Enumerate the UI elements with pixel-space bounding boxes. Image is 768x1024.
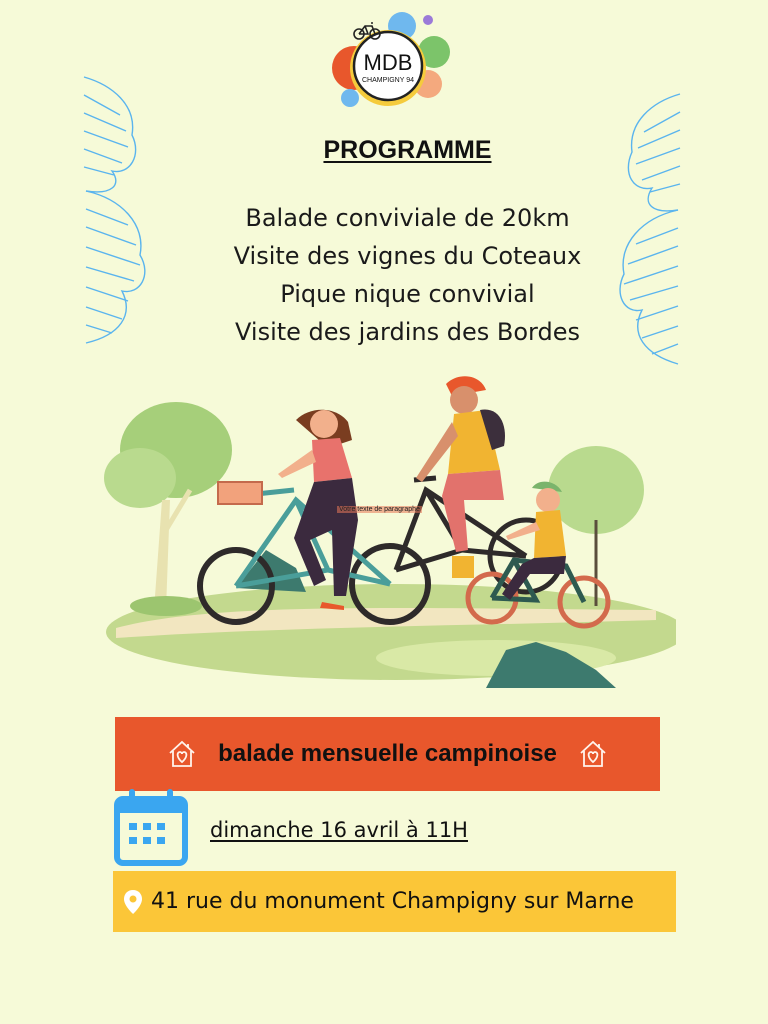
mdb-logo — [330, 12, 450, 112]
illustration-caption: Votre texte de paragraphe — [339, 506, 420, 513]
programme-item: Balade conviviale de 20km — [245, 204, 570, 232]
event-banner — [115, 717, 660, 791]
house-heart-icon — [166, 738, 198, 770]
house-heart-icon — [577, 738, 609, 770]
family-cycling-illustration — [96, 370, 676, 700]
calendar-icon — [113, 787, 189, 867]
address-bar — [113, 871, 676, 932]
programme-title — [0, 136, 768, 165]
programme-item: Pique nique convivial — [280, 280, 535, 308]
programme-item: Visite des vignes du Coteaux — [233, 242, 582, 270]
programme-title-text: PROGRAMME — [323, 136, 492, 164]
logo-subtext: CHAMPIGNY 94 — [362, 77, 414, 84]
location-pin-icon — [123, 889, 143, 915]
programme-item: Visite des jardins des Bordes — [235, 318, 580, 346]
programme-list — [0, 199, 768, 351]
address-text: 41 rue du monument Champigny sur Marne — [151, 889, 634, 914]
banner-label: balade mensuelle campinoise — [218, 740, 557, 767]
logo-text: MDB — [363, 50, 413, 75]
event-date: dimanche 16 avril à 11H — [210, 818, 468, 842]
